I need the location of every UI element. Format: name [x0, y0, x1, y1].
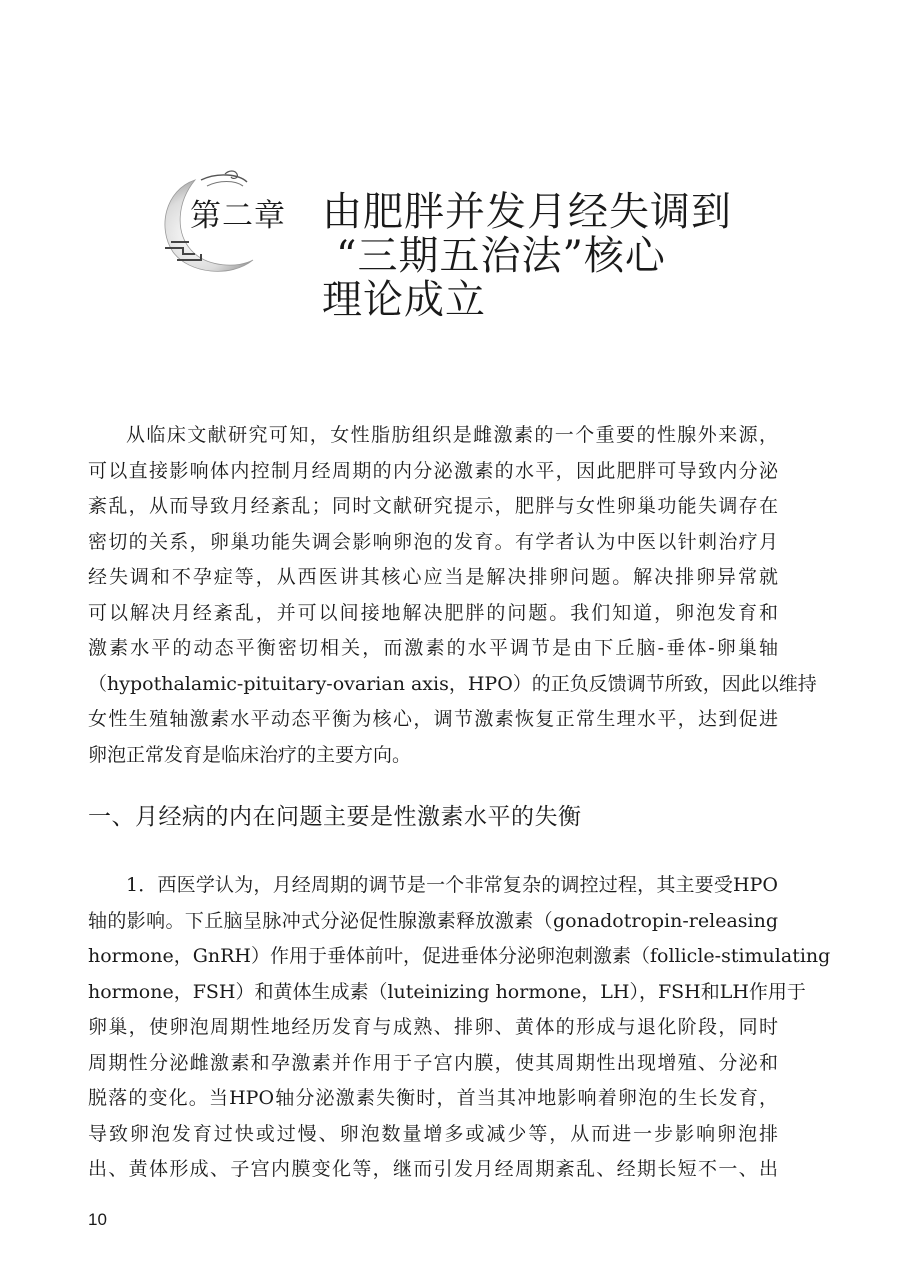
text-line: 出、黄体形成、子宫内膜变化等，继而引发月经周期紊乱、经期长短不一、出: [88, 1158, 778, 1180]
text-line: 1．西医学认为，月经周期的调节是一个非常复杂的调控过程，其主要受HPO: [126, 874, 778, 896]
chapter-title-line: 由肥胖并发月经失调到: [322, 189, 732, 235]
text-line: 可以解决月经紊乱，并可以间接地解决肥胖的问题。我们知道，卵泡发育和: [88, 601, 778, 624]
text-line: 紊乱，从而导致月经紊乱；同时文献研究提示，肥胖与女性卵巢功能失调存在: [88, 495, 778, 517]
chapter-title-line: “三期五治法”核心: [336, 233, 666, 279]
text-line: （hypothalamic-pituitary-ovarian axis，HPO）的正负反馈调节所致，因此以维持: [88, 672, 817, 695]
text-line: hormone，GnRH）作用于垂体前叶，促进垂体分泌卵泡刺激素（follicle-stimulating: [88, 945, 831, 967]
text-line: 轴的影响。下丘脑呈脉冲式分泌促性腺激素释放激素（gonadotropin-releasing: [88, 909, 778, 932]
text-line: 密切的关系，卵巢功能失调会影响卵泡的发育。有学者认为中医以针刺治疗月: [88, 530, 778, 553]
section-heading: 一、月经病的内在问题主要是性激素水平的失衡: [88, 804, 582, 830]
text-line: 可以直接影响体内控制月经周期的内分泌激素的水平，因此肥胖可导致内分泌: [88, 459, 778, 482]
chapter-label: 第二章: [190, 198, 286, 234]
text-line: 导致卵泡发育过快或过慢、卵泡数量增多或减少等，从而进一步影响卵泡排: [88, 1122, 778, 1145]
text-line: 经失调和不孕症等，从西医讲其核心应当是解决排卵问题。解决排卵异常就: [88, 566, 778, 588]
text-line: 激素水平的动态平衡密切相关，而激素的水平调节是由下丘脑-垂体-卵巢轴: [88, 637, 778, 659]
page-number: 10: [88, 1210, 107, 1229]
text-line: 从临床文献研究可知，女性脂肪组织是雌激素的一个重要的性腺外来源，: [126, 424, 778, 446]
intro-paragraph: [88, 418, 817, 773]
text-line: 卵泡正常发育是临床治疗的主要方向。: [88, 743, 412, 766]
chapter-title: [322, 190, 742, 322]
text-line: 周期性分泌雌激素和孕激素并作用于子宫内膜，使其周期性出现增殖、分泌和: [88, 1051, 778, 1074]
text-line: 卵巢，使卵泡周期性地经历发育与成熟、排卵、黄体的形成与退化阶段，同时: [88, 1016, 778, 1038]
text-line: hormone，FSH）和黄体生成素（luteinizing hormone，LH），FSH和LH作用于: [88, 980, 806, 1003]
chapter-title-line: 理论成立: [322, 277, 486, 323]
text-line: 女性生殖轴激素水平动态平衡为核心，调节激素恢复正常生理水平，达到促进: [88, 708, 778, 730]
section-paragraph: [88, 868, 831, 1188]
text-line: 脱落的变化。当HPO轴分泌激素失衡时，首当其冲地影响着卵泡的生长发育，: [88, 1087, 778, 1109]
